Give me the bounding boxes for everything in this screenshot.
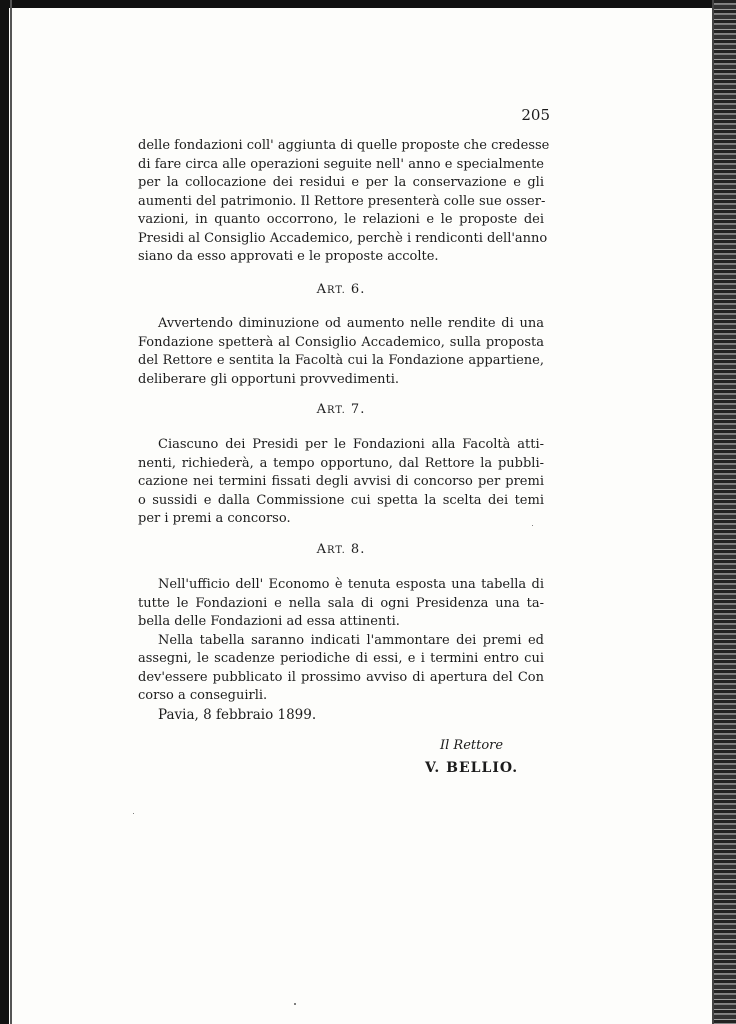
text-line: nenti, richiederà, a tempo opportuno, dal Rettore la pubbli- <box>138 455 544 471</box>
text-line: cazione nei termini fissati degli avvisi di concorso per premi <box>138 474 544 489</box>
heading-number: 7. <box>350 402 366 417</box>
scan-speck <box>294 1003 296 1005</box>
scan-right-edge <box>714 0 736 1024</box>
scan-left-border <box>0 0 9 1024</box>
text-line: Ciascuno dei Presidi per le Fondazioni alla Facoltà atti- <box>158 437 544 452</box>
text-line: Presidi al Consiglio Accademico, perchè i rendiconti dell'anno <box>138 230 548 246</box>
page-number: 205 <box>521 106 550 124</box>
article-6-heading <box>138 282 544 297</box>
article-7-body <box>138 436 544 529</box>
scan-left-border-inner <box>10 0 12 1024</box>
heading-prefix: A <box>316 282 328 297</box>
text-line: siano da esso approvati e le proposte accolte. <box>138 249 439 264</box>
text-line: deliberare gli opportuni provvedimenti. <box>138 371 400 387</box>
heading-prefix: A <box>316 402 328 417</box>
heading-number: 6. <box>350 282 366 297</box>
paragraph-continuation <box>138 137 550 267</box>
article-6-body <box>138 315 544 389</box>
text-line: delle fondazioni coll' aggiunta di quelle proposte che credesse <box>138 138 550 153</box>
article-8-body <box>138 576 544 706</box>
text-line: Nell'ufficio dell' Economo è tenuta esposta una tabella di <box>158 577 544 592</box>
text-line: Nella tabella saranno indicati l'ammontare dei premi ed <box>158 632 544 648</box>
text-line: Avvertendo diminuzione od aumento nelle rendite di una <box>158 316 544 331</box>
text-line: o sussidi e dalla Commissione cui spetta la scelta dei temi <box>138 492 544 508</box>
text-line: del Rettore e sentita la Facoltà cui la Fondazione appartiene, <box>138 353 544 368</box>
text-line: dev'essere pubblicato il prossimo avviso di apertura del Con <box>138 669 544 685</box>
signatory-title: Il Rettore <box>440 738 504 753</box>
heading-smallcaps: RT. <box>327 405 346 416</box>
scan-speck <box>133 813 134 814</box>
text-line: per i premi a concorso. <box>138 511 291 526</box>
heading-prefix: A <box>316 542 328 557</box>
article-7-heading <box>138 402 544 417</box>
text-line: tutte le Fondazioni e nella sala di ogni Presidenza una ta- <box>138 595 544 611</box>
text-line: di fare circa alle operazioni seguite nell' anno e specialmente <box>138 156 544 172</box>
article-8-heading <box>138 542 544 557</box>
place-date: Pavia, 8 febbraio 1899. <box>158 707 317 723</box>
heading-smallcaps: RT. <box>327 285 346 296</box>
scan-speck <box>532 525 533 526</box>
text-line: Fondazione spetterà al Consiglio Accademico, sulla proposta <box>138 334 544 350</box>
text-line: aumenti del patrimonio. Il Rettore presenterà colle sue osser- <box>138 193 546 209</box>
heading-smallcaps: RT. <box>327 545 346 556</box>
text-line: assegni, le scadenze periodiche di essi, e i termini entro cui <box>138 651 544 666</box>
text-line: bella delle Fondazioni ad essa attinenti. <box>138 614 400 629</box>
text-line: corso a conseguirli. <box>138 688 268 703</box>
scan-top-border <box>0 0 736 8</box>
text-line: per la collocazione dei residui e per la conservazione e gli <box>138 175 544 190</box>
heading-number: 8. <box>350 542 366 557</box>
text-line: vazioni, in quanto occorrono, le relazioni e le proposte dei <box>138 212 544 227</box>
signatory-name: V. BELLIO. <box>425 760 519 776</box>
